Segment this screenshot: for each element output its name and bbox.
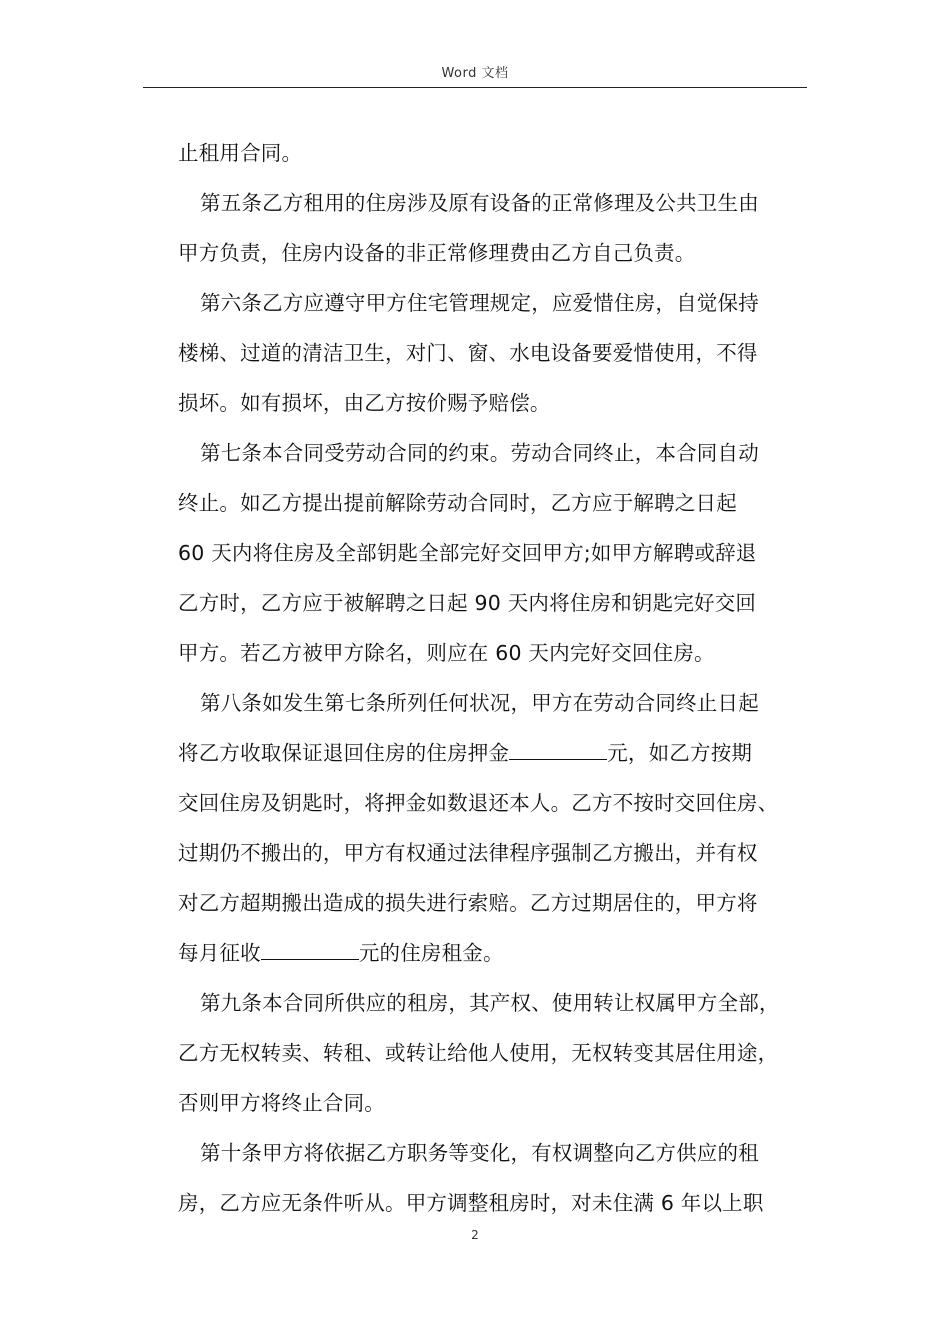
text-line-with-blank (178, 928, 818, 978)
text-segment: 将乙方收取保证退回住房的住房押金 (178, 741, 510, 765)
page-header: Word 文档 (441, 66, 509, 81)
deposit-blank (509, 741, 607, 760)
text-line: 否则甲方将终止合同。 (178, 1091, 385, 1115)
text-line: 终止。如乙方提出提前解除劳动合同时，乙方应于解聘之日起 (178, 491, 737, 515)
text-line: 交回住房及钥匙时，将押金如数退还本人。乙方不按时交回住房、 (178, 791, 779, 815)
text-line: 甲方负责，住房内设备的非正常修理费由乙方自己负责。 (178, 241, 696, 265)
text-line: 第十条甲方将依据乙方职务等变化，有权调整向乙方供应的租 (200, 1141, 759, 1165)
text-segment: 元，如乙方按期 (607, 741, 753, 765)
text-segment: 元的住房租金。 (358, 941, 504, 965)
text-line: 第七条本合同受劳动合同的约束。劳动合同终止，本合同自动 (200, 441, 759, 465)
text-line: 楼梯、过道的清洁卫生，对门、窗、水电设备要爱惜使用，不得 (178, 341, 758, 365)
text-line-with-blank (178, 728, 818, 778)
text-line: 房，乙方应无条件听从。甲方调整租房时，对未住满 6 年以上职 (178, 1191, 764, 1215)
text-line: 止租用合同。 (178, 141, 303, 165)
text-line: 损坏。如有损坏，由乙方按价赐予赔偿。 (178, 391, 551, 415)
page-number: 2 (471, 1228, 479, 1242)
text-line: 过期仍不搬出的，甲方有权通过法律程序强制乙方搬出，并有权 (178, 841, 758, 865)
text-line: 第六条乙方应遵守甲方住宅管理规定，应爱惜住房，自觉保持 (200, 291, 759, 315)
document-body (178, 128, 818, 1228)
text-line: 乙方时，乙方应于被解聘之日起 90 天内将住房和钥匙完好交回 (178, 591, 757, 615)
text-line: 60 天内将住房及全部钥匙全部完好交回甲方;如甲方解聘或辞退 (178, 541, 757, 565)
text-line: 第九条本合同所供应的租房，其产权、使用转让权属甲方全部， (200, 991, 780, 1015)
text-line: 甲方。若乙方被甲方除名，则应在 60 天内完好交回住房。 (178, 641, 715, 665)
text-line: 第八条如发生第七条所列任何状况，甲方在劳动合同终止日起 (200, 691, 759, 715)
text-line: 第五条乙方租用的住房涉及原有设备的正常修理及公共卫生由 (200, 191, 759, 215)
rent-blank (261, 941, 359, 960)
text-segment: 每月征收 (178, 941, 261, 965)
header-rule (143, 87, 807, 88)
text-line: 对乙方超期搬出造成的损失进行索赔。乙方过期居住的，甲方将 (178, 891, 758, 915)
text-line: 乙方无权转卖、转租、或转让给他人使用，无权转变其居住用途， (178, 1041, 779, 1065)
